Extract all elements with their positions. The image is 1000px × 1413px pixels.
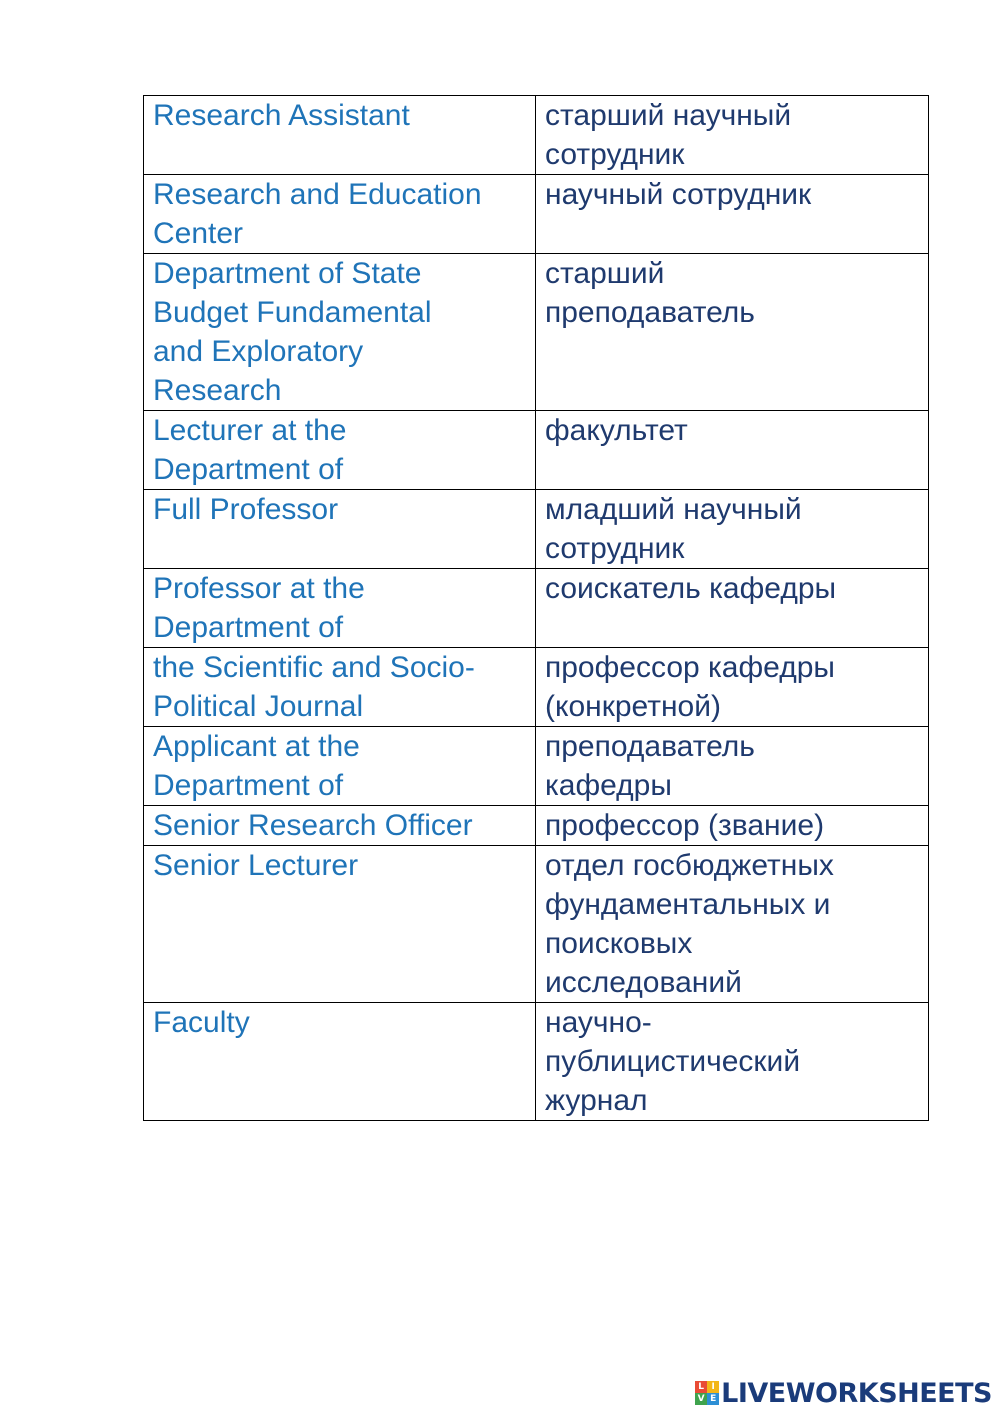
table-row bbox=[144, 175, 929, 254]
english-term: Applicant at the Department of bbox=[144, 727, 536, 806]
table-row bbox=[144, 846, 929, 1003]
english-term: Faculty bbox=[144, 1003, 536, 1121]
table-row bbox=[144, 96, 929, 175]
russian-term: соискатель кафедры bbox=[536, 569, 929, 648]
russian-term: старший преподаватель bbox=[536, 254, 929, 411]
table-row bbox=[144, 569, 929, 648]
table-row bbox=[144, 648, 929, 727]
russian-term: отдел госбюджетных фундаментальных и поисковых исследований bbox=[536, 846, 929, 1003]
table-row bbox=[144, 490, 929, 569]
logo-letter: L bbox=[695, 1381, 707, 1393]
liveworksheets-watermark bbox=[695, 1377, 992, 1409]
english-term: Research Assistant bbox=[144, 96, 536, 175]
english-term: Department of State Budget Fundamental and Exploratory Research bbox=[144, 254, 536, 411]
english-term: Full Professor bbox=[144, 490, 536, 569]
english-term: Senior Research Officer bbox=[144, 806, 536, 846]
table-row bbox=[144, 254, 929, 411]
logo-letter: E bbox=[707, 1393, 719, 1405]
russian-term: факультет bbox=[536, 411, 929, 490]
logo-letter: I bbox=[707, 1381, 719, 1393]
table-row bbox=[144, 411, 929, 490]
english-term: Research and Education Center bbox=[144, 175, 536, 254]
english-term: the Scientific and Socio- Political Journal bbox=[144, 648, 536, 727]
russian-term: научно- публицистический журнал bbox=[536, 1003, 929, 1121]
russian-term: профессор кафедры (конкретной) bbox=[536, 648, 929, 727]
russian-term: преподаватель кафедры bbox=[536, 727, 929, 806]
liveworksheets-logo-icon bbox=[695, 1381, 719, 1405]
russian-term: старший научный сотрудник bbox=[536, 96, 929, 175]
russian-term: профессор (звание) bbox=[536, 806, 929, 846]
vocabulary-matching-table bbox=[143, 95, 929, 1121]
english-term: Professor at the Department of bbox=[144, 569, 536, 648]
english-term: Lecturer at the Department of bbox=[144, 411, 536, 490]
brand-name: LIVEWORKSHEETS bbox=[721, 1377, 992, 1409]
russian-term: научный сотрудник bbox=[536, 175, 929, 254]
table-row bbox=[144, 1003, 929, 1121]
english-term: Senior Lecturer bbox=[144, 846, 536, 1003]
table-row bbox=[144, 806, 929, 846]
logo-letter: V bbox=[695, 1393, 707, 1405]
russian-term: младший научный сотрудник bbox=[536, 490, 929, 569]
table-row bbox=[144, 727, 929, 806]
